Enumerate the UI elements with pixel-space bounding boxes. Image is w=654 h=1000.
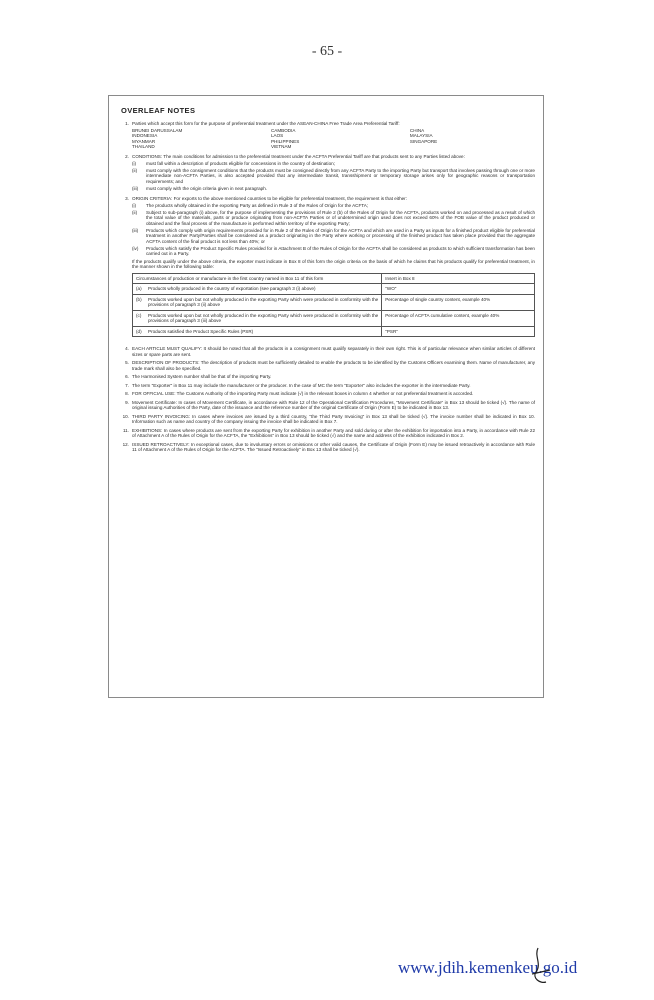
table-cell-insert: Percentage of single country content, example 40%: [382, 294, 535, 310]
note-text: FOR OFFICIAL USE: The Customs Authority of the importing Party must indicate (√) in the relevant boxes in column 4 whether or not preferential treatment is accorded.: [132, 391, 474, 396]
row-label: (c): [136, 312, 142, 318]
note-text: Movement Certificate: In cases of Movement Certificate, in accordance with Rule 12 of the Operational Certification Procedures, "Movement Certificate" in Box 13 should be ticked (√). The name of original issuing Authorities of the Party, date of the issuance and the reference number of the original Certificate of Origin (Form E) to be indicated in Box 13.: [132, 399, 535, 410]
country-name: SINGAPORE: [409, 138, 438, 144]
watermark-url: www.jdih.kemenkeu.go.id: [398, 958, 578, 977]
note-text: EXHIBITIONS: In cases where products are sent from the exporting Party for exhibition in another Party and sold during or after the exhibition for importation into a Party, in accordance with Rule 22 of Attachment A of the Rules of Origin for the ACFTA, the "Exhibitions" in Box 13 should be ticked (√) and the name and address of the exhibition indicated in Box 2.: [132, 427, 535, 438]
page-number: - 65 -: [311, 44, 343, 59]
note-item: [117, 391, 535, 397]
table-cell-circumstance: [133, 326, 382, 337]
row-text: Products worked upon but not wholly produced in the exporting Party which were produced in conformity with the provisions of paragraph 3 (ii) above: [148, 296, 379, 307]
country-name: LAOS: [270, 133, 284, 138]
note-number: 9.: [125, 399, 129, 405]
note-item: [117, 414, 535, 425]
sub-item: [132, 203, 535, 209]
sub-item: [132, 246, 535, 257]
note-number: 12.: [122, 441, 129, 447]
sub-item-label: (ii): [132, 209, 138, 215]
note-number: 11.: [122, 427, 129, 433]
sub-item-text: must comply with the origin criteria given in next paragraph.: [146, 185, 268, 191]
table-cell-content: [136, 313, 378, 324]
sub-item-label: (iii): [132, 185, 139, 191]
table-cell-insert: "PSR": [382, 326, 535, 337]
country-name: PHILIPPINES: [270, 138, 300, 144]
table-cell-content: [136, 286, 378, 292]
table-cell-circumstance: [133, 284, 382, 295]
note-text: ISSUED RETROACTIVELY: In exceptional cases, due to involuntary errors or omissions or other valid causes, the Certificate of Origin (Form E) may be issued retroactively in accordance with Rule 11 of Attachment A of the Rules of Origin for the ACFTA. The "Issued Retroactively" in Box 13 shall be ticked (√).: [132, 441, 535, 452]
note-text: The term "Exporter" in Box 11 may include the manufacturer or the producer. In the case of MC the term "Exporter" also includes the exporter in the intermediate Party.: [132, 382, 471, 388]
note-3: [117, 196, 535, 344]
sub-item: [132, 228, 535, 245]
note-item: [117, 374, 535, 380]
sub-item-label: (iii): [132, 227, 139, 233]
note-item: [117, 442, 535, 453]
sub-item: [132, 210, 535, 227]
country-list: [132, 128, 535, 150]
country-name: CAMBODIA: [270, 127, 296, 133]
table-row: [133, 326, 535, 337]
overleaf-notes-frame: [108, 95, 544, 698]
note-text: THIRD PARTY INVOICING: In cases where invoices are issued by a third country, "the Third Party Invoicing" in Box 13 shall be ticked (√). The invoice number shall be indicated in Box 10. Information such as name and country of the company issuing the invoice shall be indicated in Box 7.: [132, 413, 535, 424]
sub-item: [132, 161, 535, 167]
table-cell-circumstance: [133, 310, 382, 326]
row-text: Products satisfied the Product Specific Rules (PSR): [148, 328, 254, 334]
note-item: [117, 383, 535, 389]
notes-list: [117, 121, 535, 453]
conditions-list: [132, 161, 535, 192]
note-number: 4.: [125, 346, 129, 351]
note-text: EACH ARTICLE MUST QUALIFY: It should be noted that all the products in a consignment must qualify separately in their own right. This is of particular relevance when similar articles of different sizes or spare parts are sent.: [132, 346, 535, 357]
country-name: MALAYSIA: [409, 133, 433, 138]
row-label: (b): [136, 296, 142, 302]
note-text: CONDITIONS: The main conditions for admission to the preferential treatment under the ACFTA Preferential Tariff are that products sent to any Parties listed above:: [132, 153, 465, 159]
table-row: [133, 310, 535, 326]
sub-item-text: The products wholly obtained in the exporting Party as defined in Rule 3 of the Rules of Origin for the ACFTA;: [146, 202, 369, 208]
table-header-cell: Insert in Box 8: [382, 273, 535, 284]
note-item: [117, 346, 535, 357]
note-number: 10.: [122, 413, 129, 419]
sub-item-label: (i): [132, 160, 137, 166]
note-number: 6.: [125, 374, 129, 379]
signature-mark: [528, 942, 556, 992]
table-cell-insert: "WO": [382, 284, 535, 295]
note-text-after: If the products qualify under the above criteria, the exporter must indicate in Box 8 of this form the origin criteria on the basis of which he claims that his products qualify for preferential treatment, in the manner shown in the following table:: [132, 258, 535, 269]
table-header-row: [133, 273, 535, 284]
sub-item: [132, 186, 535, 192]
country-name: THAILAND: [132, 144, 155, 149]
country-name: CHINA: [409, 127, 425, 133]
sub-item-label: (i): [132, 202, 137, 208]
note-item: [117, 360, 535, 371]
note-text: DESCRIPTION OF PRODUCTS: The description of products must be sufficiently detailed to enable the products to be identified by the Customs Officers examining them. Name of manufacturer, any trade mark shall also be specified.: [132, 360, 535, 371]
note-1: [117, 121, 535, 151]
table-cell-insert: Percentage of ACFTA cumulative content, example 40%: [382, 310, 535, 326]
sub-item-label: (ii): [132, 167, 138, 173]
sub-item-text: must fall within a description of products eligible for concessions in the country of destination;: [146, 160, 335, 166]
table-row: [133, 284, 535, 295]
sub-item-text: Products which satisfy the Product Specific Rules provided for in Attachment B of the Rules of Origin for the ACFTA shall be considered as products to which sufficient transformation has been carried out in a Party.: [146, 245, 535, 256]
sub-item: [132, 168, 535, 185]
country-name: MYANMAR: [132, 138, 156, 144]
overleaf-notes-title: OVERLEAF NOTES: [121, 106, 196, 115]
note-text: The Harmonised System number shall be that of the importing Party.: [132, 374, 272, 379]
sub-item-text: Subject to sub-paragraph (i) above, for the purpose of implementing the provisions of Rule 2 (b) of the Rules of Origin for the ACFTA, products worked on and processed as a result of which the total value of the materials, parts or produce originating from non-ACFTA Parties or of undetermined origin used does not exceed 60% of the FOB value of the product produced or obtained and the final process of the manufacture is performed within territory of the exporting Party;: [146, 209, 535, 226]
sub-item-text: must comply with the consignment conditions that the products must be consigned directly from any ACFTA Party to the importing Party but transport that involves passing through one or more intermediate non-ACFTA Parties, is also accepted provided that any intermediate transit, transshipment or temporary storage arises only for geographic reasons or transportation requirements; and: [146, 167, 535, 184]
country-name: [410, 144, 535, 150]
origin-criteria-table: [132, 273, 535, 338]
row-label: (d): [136, 328, 142, 334]
note-number: 7.: [125, 382, 129, 388]
note-number: 5.: [125, 360, 129, 365]
row-label: (a): [136, 286, 142, 291]
notes-rest: [117, 346, 535, 453]
table-header-cell: Circumstances of production or manufacture in the first country named in Box 11 of this form: [133, 273, 382, 284]
note-item: [117, 400, 535, 411]
sub-item-text: Products which comply with origin requirements provided for in Rule 2 of the Rules of Origin for the ACFTA and which are used in a Party as inputs for a finished product eligible for preferential treatment in another Party/Parties shall be considered as a product originating in the Party where working or processing of the finished product has taken place provided that the aggregate ACFTA content of the final product is not less than 40%; or: [146, 227, 535, 244]
note-2: [117, 154, 535, 193]
row-text: Products wholly produced in the country of exportation (see paragraph 3 (i) above): [148, 286, 316, 291]
table-cell-content: [136, 297, 378, 308]
table-cell-circumstance: [133, 294, 382, 310]
country-name: VIETNAM: [270, 144, 292, 149]
note-number: 8.: [125, 391, 129, 396]
note-number: 2.: [125, 153, 129, 159]
note-item: [117, 428, 535, 439]
row-text: Products worked upon but not wholly produced in the exporting Party which were produced in conformity with the provisions of paragraph 3 (iii) above: [148, 312, 379, 323]
note-number: 1.: [125, 121, 129, 126]
note-number: 3.: [125, 195, 129, 201]
table-row: [133, 294, 535, 310]
country-name: INDONESIA: [132, 133, 158, 138]
country-name: BRUNEI DARUSSALAM: [132, 127, 183, 133]
table-cell-content: [136, 329, 378, 335]
origin-criteria-list: [132, 203, 535, 257]
note-text: Parties which accept this form for the purpose of preferential treatment under the ASEAN-CHINA Free Trade Area Preferential Tariff:: [132, 121, 400, 126]
note-text: ORIGIN CRITERIA: For exports to the above mentioned countries to be eligible for preferential treatment, the requirement is that either:: [132, 195, 407, 201]
sub-item-label: (iv): [132, 245, 139, 251]
